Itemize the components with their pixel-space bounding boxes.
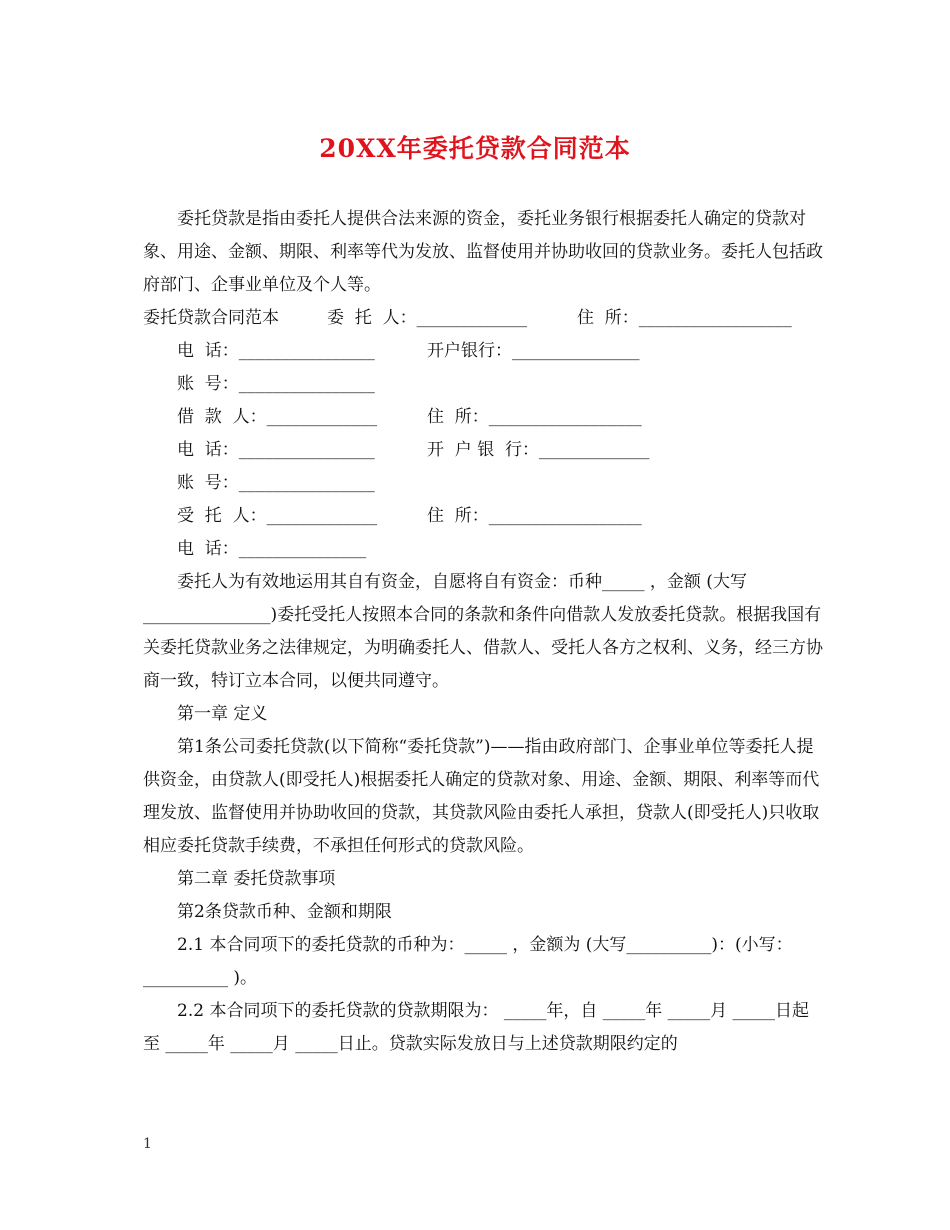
form-row-entrustor — [143, 302, 823, 335]
borrower-name-field: 借 款 人：_____________ — [177, 407, 378, 427]
document-title: 20XX年委托贷款合同范本 — [319, 134, 631, 163]
chapter-2-heading: 第二章 委托贷款事项 — [177, 869, 336, 889]
document-body — [143, 203, 823, 1061]
entrustor-account-field: 账 号：________________ — [177, 374, 375, 394]
form-row-borrower-contact — [143, 434, 823, 467]
form-row-entrustor-contact — [143, 335, 823, 368]
borrower-phone-field: 电 话：________________ — [177, 440, 375, 460]
trustee-name-field: 受 托 人：_____________ — [177, 506, 378, 526]
entrustor-bank-field: 开户银行：_______________ — [427, 341, 640, 361]
form-row-borrower — [143, 401, 823, 434]
form-row-borrower-account — [143, 467, 823, 500]
trustee-phone-field: 电 话：_______________ — [177, 539, 367, 559]
article-1-paragraph: 第1条公司委托贷款(以下简称“委托贷款”)——指由政府部门、企事业单位等委托人提供资金，由贷款人(即受托人)根据委托人确定的贷款对象、用途、金额、期限、利率等而代理发放、监督使用并协助收回的贷款，其贷款风险由委托人承担，贷款人(即受托人)只收取相应委托贷款手续费，不承担任何形式的贷款风险。 — [143, 737, 820, 856]
entrustor-name-field: 委 托 人：_____________ — [327, 308, 528, 328]
form-row-entrustor-account — [143, 368, 823, 401]
form-heading: 委托贷款合同范本 — [143, 308, 279, 328]
trustee-address-field: 住 所：__________________ — [427, 506, 642, 526]
page-number: 1 — [143, 1136, 152, 1152]
form-row-trustee-contact — [143, 533, 823, 566]
borrower-address-field: 住 所：__________________ — [427, 407, 642, 427]
intro-paragraph: 委托贷款是指由委托人提供合法来源的资金，委托业务银行根据委托人确定的贷款对象、用途、金额、期限、利率等代为发放、监督使用并协助收回的贷款业务。委托人包括政府部门、企事业单位及个人等。 — [143, 209, 823, 295]
entrustment-paragraph: 委托人为有效地运用其自有资金，自愿将自有资金：币种_____ ，金额 (大写_______________)委托受托人按照本合同的条款和条件向借款人发放委托贷款。根据我国有关委托贷款业务之法律规定，为明确委托人、借款人、受托人各方之权利、义务，经三方协商一致，特订立本合同，以便共同遵守。 — [143, 572, 823, 691]
form-row-trustee — [143, 500, 823, 533]
clause-2-1: 2.1 本合同项下的委托贷款的币种为：_____ ，金额为 (大写__________)：(小写：__________ )。 — [143, 935, 793, 988]
borrower-account-field: 账 号：________________ — [177, 473, 375, 493]
clause-2-2: 2.2 本合同项下的委托贷款的贷款期限为： _____年，自 _____年 _____月 _____日起至 _____年 _____月 _____日止。贷款实际发放日与上述贷款期限约定的 — [143, 1001, 810, 1054]
article-2-heading: 第2条贷款币种、金额和期限 — [177, 902, 392, 922]
entrustor-address-field: 住 所：__________________ — [577, 308, 792, 328]
entrustor-phone-field: 电 话：________________ — [177, 341, 375, 361]
borrower-bank-field: 开 户 银 行：_____________ — [427, 440, 650, 460]
chapter-1-heading: 第一章 定义 — [177, 704, 268, 724]
